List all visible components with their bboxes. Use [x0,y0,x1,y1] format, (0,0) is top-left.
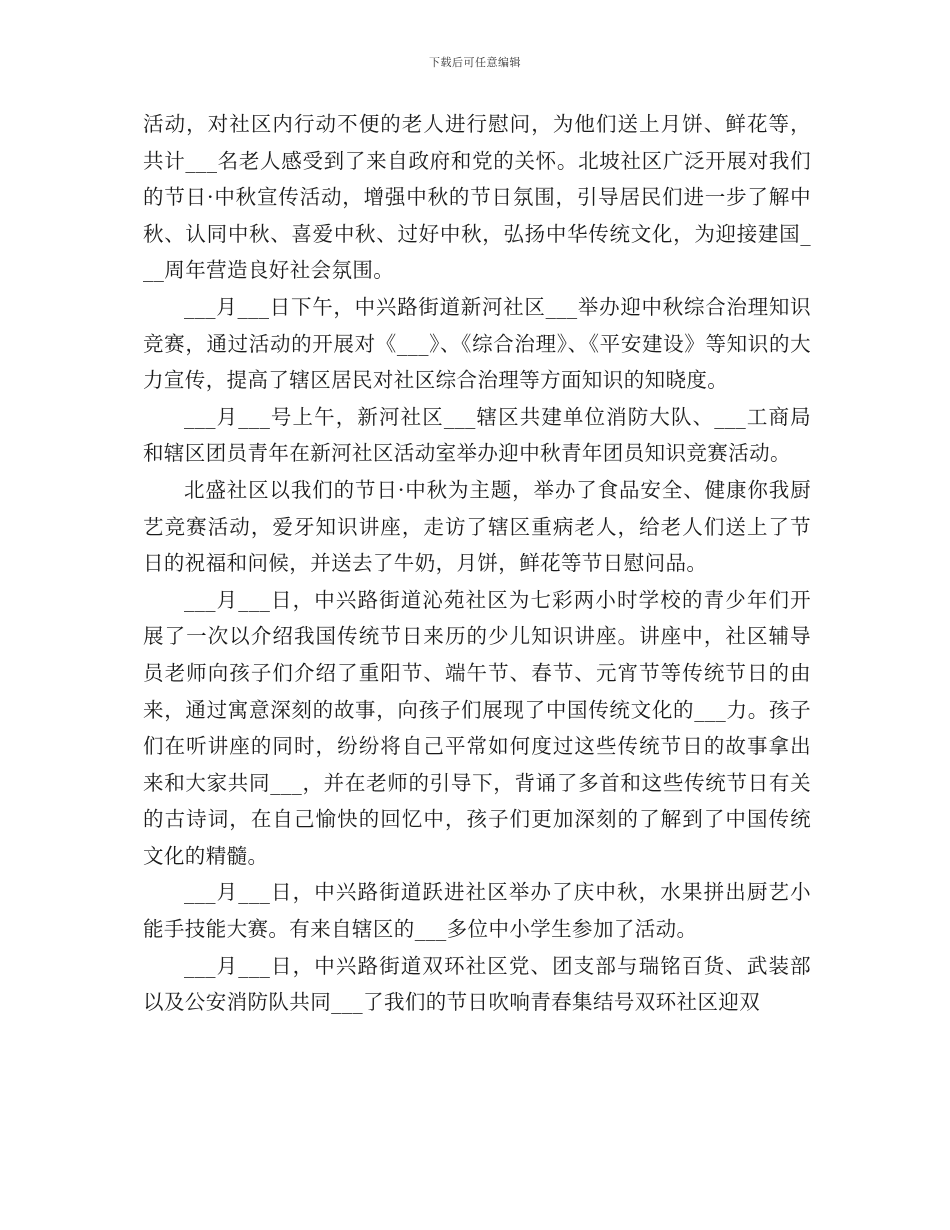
paragraph: ___月___日，中兴路街道跃进社区举办了庆中秋，水果拼出厨艺小能手技能大赛。有来自辖区的___多位中小学生参加了活动。 [143,880,811,942]
paragraph: 活动，对社区内行动不便的老人进行慰问，为他们送上月饼、鲜花等，共计___名老人感受到了来自政府和党的关怀。北坡社区广泛开展对我们的节日·中秋宣传活动，增强中秋的节日氛围，引导居民们进一步了解中秋、认同中秋、喜爱中秋、过好中秋，弘扬中华传统文化，为迎接建国___周年营造良好社会氛围。 [143,112,811,283]
paragraph: ___月___日，中兴路街道沁苑社区为七彩两小时学校的青少年们开展了一次以介绍我国传统节日来历的少儿知识讲座。讲座中，社区辅导员老师向孩子们介绍了重阳节、端午节、春节、元宵节等传统节日的由来，通过寓意深刻的故事，向孩子们展现了中国传统文化的___力。孩子们在听讲座的同时，纷纷将自己平常如何度过这些传统节日的故事拿出来和大家共同___，并在老师的引导下，背诵了多首和这些传统节日有关的古诗词，在自己愉快的回忆中，孩子们更加深刻的了解到了中国传统文化的精髓。 [143,587,811,868]
page-header: 下载后可任意编辑 [429,56,521,69]
paragraph: ___月___日，中兴路街道双环社区党、团支部与瑞铭百货、武装部以及公安消防队共同___了我们的节日吹响青春集结号双环社区迎双 [143,953,811,1015]
paragraph: ___月___日下午，中兴路街道新河社区___举办迎中秋综合治理知识竞赛，通过活动的开展对《___》、《综合治理》、《平安建设》等知识的大力宣传，提高了辖区居民对社区综合治理等方面知识的知晓度。 [143,294,811,393]
paragraph: ___月___号上午，新河社区___辖区共建单位消防大队、___工商局和辖区团员青年在新河社区活动室举办迎中秋青年团员知识竞赛活动。 [143,404,811,466]
document-body [143,106,811,1021]
paragraph: 北盛社区以我们的节日·中秋为主题，举办了食品安全、健康你我厨艺竞赛活动，爱牙知识讲座，走访了辖区重病老人，给老人们送上了节日的祝福和问候，并送去了牛奶，月饼，鲜花等节日慰问品。 [143,477,811,576]
